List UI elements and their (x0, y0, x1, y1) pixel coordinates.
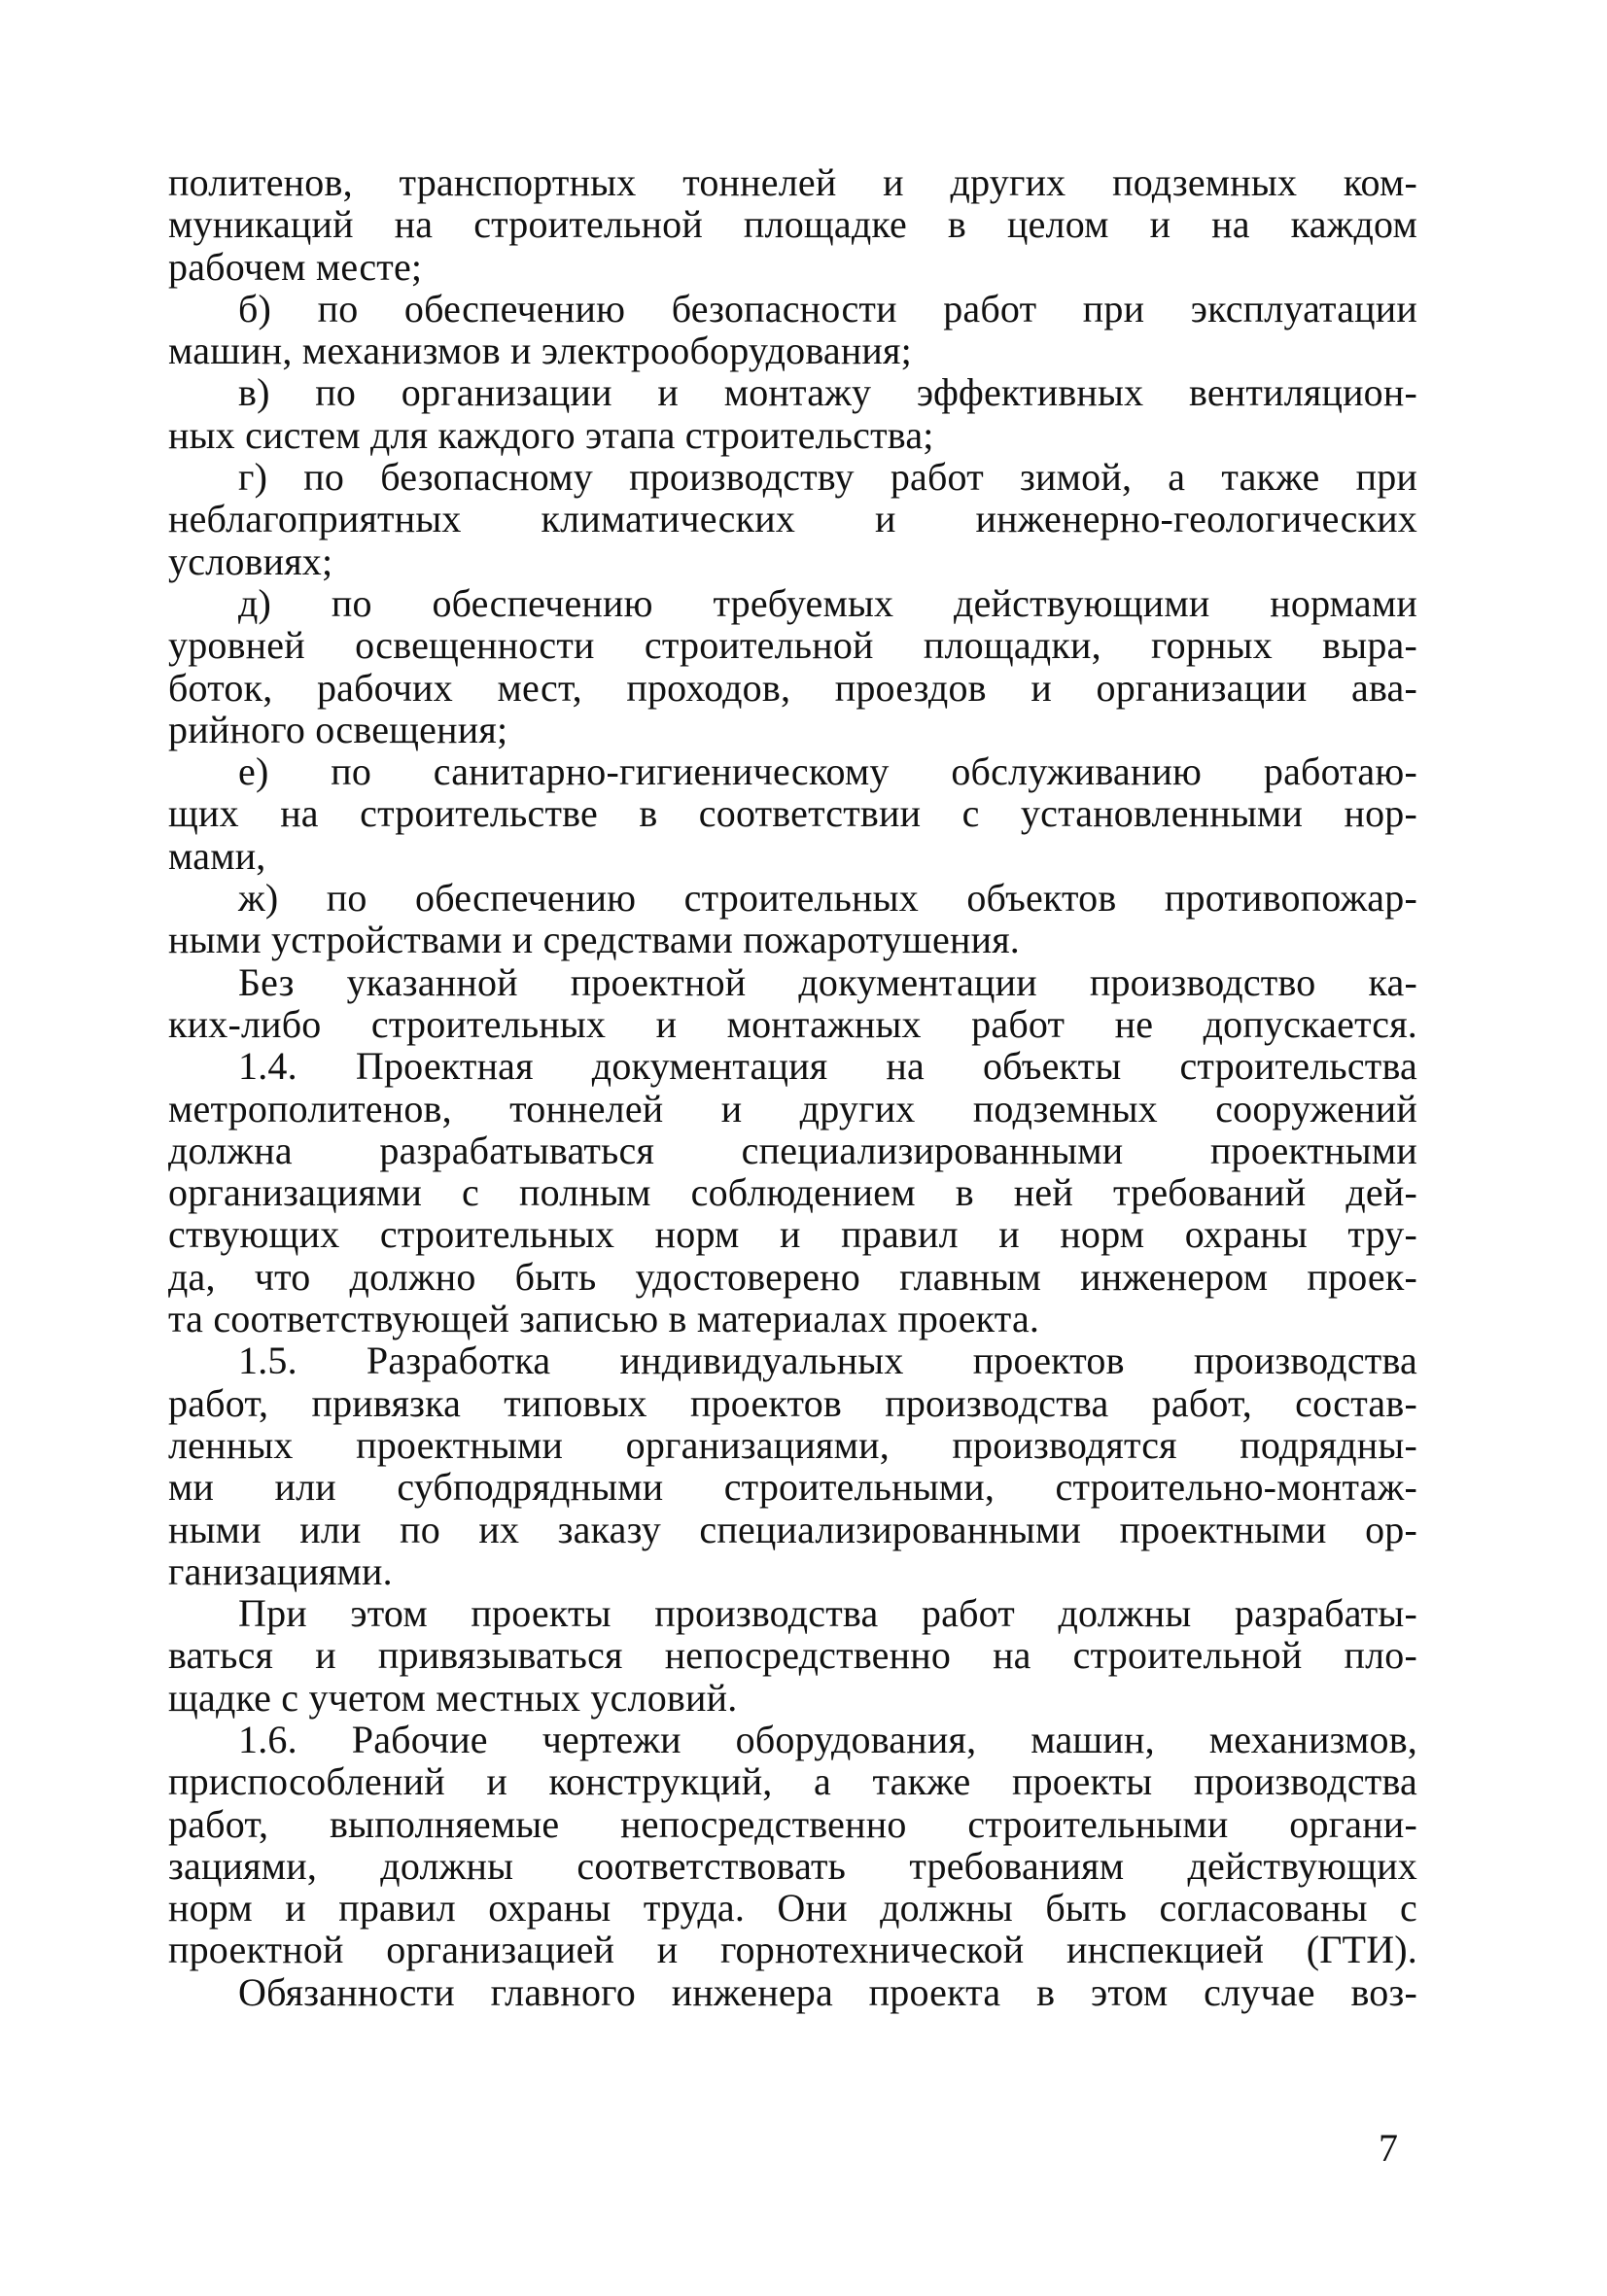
text-line: в) по организации и монтажу эффективных вентиляцион- (238, 370, 1417, 415)
text-line: неблагоприятных климатических и инженерно-геологических (168, 497, 1417, 541)
text-line: д) по обеспечению требуемых действующими нормами (238, 580, 1417, 625)
text-line: рийного освещения; (168, 707, 508, 751)
text-line: та соответствующей записью в материалах проекта. (168, 1297, 1040, 1341)
text-line: машин, механизмов и электрооборудования; (168, 329, 912, 373)
text-line: ми или субподрядными строительными, строительно-монтаж- (168, 1465, 1417, 1510)
text-line: должна разрабатываться специализированными проектными (168, 1128, 1417, 1172)
text-line: ганизациями. (168, 1548, 393, 1593)
text-line: зациями, должны соответствовать требованиям действующих (168, 1843, 1417, 1888)
text-line: боток, рабочих мест, проходов, проездов и организации ава- (168, 665, 1417, 710)
text-line: уровней освещенности строительной площадки, горных выра- (168, 623, 1417, 668)
text-line: б) по обеспечению безопасности работ при эксплуатации (238, 286, 1417, 330)
text-line: ленных проектными организациями, производятся подрядны- (168, 1422, 1417, 1467)
text-line: е) по санитарно-гигиеническому обслуживанию работаю- (238, 749, 1417, 794)
text-line: ными или по их заказу специализированными проектными ор- (168, 1507, 1417, 1551)
text-line: щадке с учетом местных условий. (168, 1675, 738, 1720)
document-page (168, 161, 1417, 2013)
text-line: 1.5. Разработка индивидуальных проектов производства (238, 1339, 1417, 1383)
text-line: ными устройствами и средствами пожаротушения. (168, 918, 1020, 962)
text-line: муникаций на строительной площадке в целом и на каждом (168, 202, 1417, 247)
text-line: ствующих строительных норм и правил и норм охраны тру- (168, 1212, 1417, 1257)
text-line: приспособлений и конструкций, а также проекты производства (168, 1759, 1417, 1804)
text-line: г) по безопасному производству работ зимой, а также при (238, 455, 1417, 500)
text-line: Обязанности главного инженера проекта в этом случае воз- (238, 1969, 1417, 2014)
text-line: организациями с полным соблюдением в ней требований дей- (168, 1170, 1417, 1215)
text-line: ных систем для каждого этапа строительства; (168, 412, 934, 457)
text-line: работ, выполняемые непосредственно строительными органи- (168, 1801, 1417, 1846)
text-line: 1.6. Рабочие чертежи оборудования, машин, механизмов, (238, 1717, 1417, 1761)
text-line: да, что должно быть удостоверено главным инженером проек- (168, 1254, 1417, 1299)
page-number: 7 (1379, 2126, 1398, 2170)
text-line: проектной организацией и горнотехнической инспекцией (ГТИ). (168, 1928, 1417, 1972)
text-line: норм и правил охраны труда. Они должны быть согласованы с (168, 1886, 1417, 1931)
text-line: ж) по обеспечению строительных объектов противопожар- (238, 876, 1417, 921)
text-line: рабочем месте; (168, 244, 423, 289)
text-line: мами, (168, 833, 266, 878)
text-line: щих на строительстве в соответствии с установленными нор- (168, 791, 1417, 836)
text-line: ваться и привязываться непосредственно на строительной пло- (168, 1633, 1417, 1678)
text-line: работ, привязка типовых проектов производства работ, состав- (168, 1380, 1417, 1425)
text-line: метрополитенов, тоннелей и других подземных сооружений (168, 1086, 1417, 1131)
text-line: условиях; (168, 539, 333, 583)
text-line: При этом проекты производства работ должны разрабаты- (238, 1591, 1417, 1636)
text-line: Без указанной проектной документации производство ка- (238, 959, 1417, 1004)
text-line: 1.4. Проектная документация на объекты строительства (238, 1044, 1417, 1089)
text-line: политенов, транспортных тоннелей и других подземных ком- (168, 160, 1417, 204)
text-line: ких-либо строительных и монтажных работ не допускается. (168, 1001, 1417, 1046)
